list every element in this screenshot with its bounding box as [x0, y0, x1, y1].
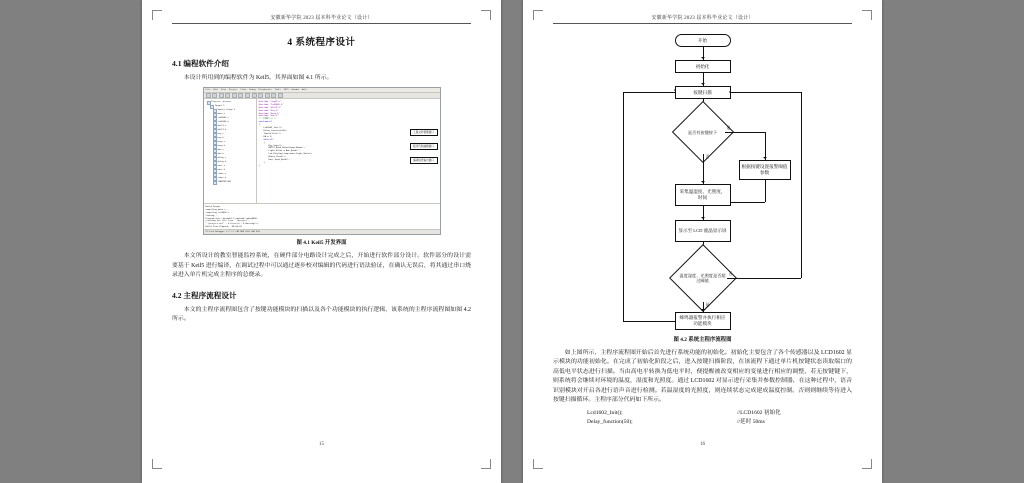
crop-mark [152, 10, 162, 20]
code-line: Light_Value = Adc_Read(); [258, 150, 300, 153]
flow-node-label: 是否有按键按下 [687, 129, 718, 135]
paragraph-4-1: 本设计所用到的编程软件为 Keil5，其界面如图 4.1 所示。 [183, 75, 333, 81]
ide-menu-item: Debug [249, 88, 256, 91]
tree-node-label: Source Group 1 [217, 109, 236, 112]
code-line: { [258, 141, 265, 144]
ide-menu-item: View [221, 88, 226, 91]
page-number-right: 16 [699, 441, 706, 447]
code-line: Timer0_Init(); [258, 132, 282, 135]
ide-menu-item: Tools [274, 88, 281, 91]
code-line: } [258, 164, 260, 167]
crop-mark [862, 10, 872, 20]
toolbar-icon [219, 93, 224, 98]
ide-menu-item: Window [291, 88, 299, 91]
crop-mark [481, 10, 491, 20]
toolbar-icon [265, 93, 270, 98]
flow-branch-label-yes2: 是 [705, 303, 710, 307]
toolbar-icon [278, 93, 283, 98]
callout-editor-window: 程序代码编辑窗口 [410, 143, 438, 150]
flow-arrow [701, 83, 705, 85]
tree-node-label: dht11.c [217, 125, 227, 128]
toolbar-icon [245, 93, 250, 98]
crop-mark [533, 10, 543, 20]
code-comment: //延时 50ms [737, 419, 765, 426]
crop-mark [862, 459, 872, 469]
flow-connector [801, 92, 802, 278]
ide-menu-item: SVCS [283, 88, 289, 91]
code-line: #include "lcd1602.h" [258, 103, 284, 106]
ide-menu-item: Flash [240, 88, 247, 91]
flow-node-key-decision [681, 110, 725, 154]
code-listing-line [553, 418, 852, 427]
code-line: Lcd_Display(temp,humi,Light_Value); [258, 153, 313, 156]
ide-menu-item: Help [301, 88, 307, 91]
code-call: Lcd1602_Init(); [587, 410, 623, 417]
flow-node-label: 温度湿度、光照度是否超过阈值 [679, 273, 726, 283]
flow-connector [765, 132, 766, 160]
toolbar-icon [238, 93, 243, 98]
flow-connector [765, 180, 766, 202]
flow-arrow [729, 90, 731, 94]
ide-statusbar: ST-Link Debugger L:1 C:1 CAP NUM SCRL OVR R/W [204, 229, 440, 234]
flow-node-alarm: 蜂鸣器报警并执行相应功能模块 [675, 312, 731, 330]
ide-code-editor [257, 99, 440, 203]
flow-connector [731, 92, 801, 93]
flow-connector [731, 202, 765, 203]
code-line: DHT11_Read_Data(&temp,&humi); [258, 147, 305, 150]
crop-mark [152, 459, 162, 469]
code-line: while(1) [258, 138, 274, 141]
output-line: creating hex file from ".\project"... [205, 220, 252, 223]
output-line: Program Size: data=62.1 xdata=0 code=4836 [205, 217, 257, 220]
tree-node-label: adc.c [217, 149, 224, 152]
code-line: Delay_function(50); [258, 129, 288, 132]
running-head: 安徽新华学院 2023 届本科毕业论文（设计） [553, 14, 852, 24]
tree-node-label: delay.c [217, 157, 227, 160]
output-line: linking... [205, 214, 219, 217]
page-number-left: 15 [318, 441, 325, 447]
code-line: Uart_Send_Data(); [258, 159, 290, 162]
code-comment: //LCD1602 初始化 [737, 410, 781, 417]
output-line: compiling main.c... [205, 208, 230, 211]
flow-branch-label-yes: 是 [726, 126, 731, 130]
tree-node-label: uart.c [217, 165, 226, 168]
toolbar-icon [271, 93, 276, 98]
tree-node-label: beep.h [217, 145, 226, 148]
tree-node-label: Target 1 [214, 105, 225, 108]
figure-keil-ide [203, 87, 441, 235]
flow-arrow [701, 181, 705, 183]
flow-connector [725, 132, 765, 133]
page-title: 4 系统程序设计 [287, 38, 356, 48]
code-call: Delay_function(50); [587, 419, 633, 426]
tree-node-label: key.c [217, 133, 224, 136]
flow-node-collect: 采集温湿度、光照度、时间 [675, 184, 731, 206]
ide-menu-item: Project [228, 88, 238, 91]
flow-node-display: 显示至 LCD 液晶显示屏 [675, 220, 731, 242]
tree-node-label: main.c [217, 113, 226, 116]
tree-node-label: dht11.h [217, 129, 227, 132]
code-line: Lcd1602_Init(); [258, 127, 283, 130]
tree-node-label: timer.h [217, 177, 227, 180]
flow-connector [623, 321, 675, 322]
paragraph-after-figure: 本文所设计的教室智能监控系统，在硬件部分电路设计完成之后，开始进行软件部分设计。软件部分的设计需要基于 Keil5 进行编译，在调试过程中可以通过逐步校对编辑的代码进行语法验证，在确认无误后，将其通过串口烧录进入单片机完成主程序的总烧录。 [172, 253, 471, 279]
tree-node-label: STARTUP.A51 [217, 181, 232, 184]
flow-node-keyscan: 按键扫描 [675, 86, 731, 99]
code-line: Alarm_Check(); [258, 156, 287, 159]
figure-caption-4-2: 图 4.2 系统主程序流程图 [673, 337, 732, 343]
subsection-heading-4-1: 4.1 编程软件介绍 [172, 59, 229, 68]
ide-project-tree [204, 99, 257, 203]
code-line: } [258, 161, 265, 164]
callout-output-window: 编译信息输出窗口 [410, 157, 438, 164]
tree-node-label: key.h [217, 137, 224, 140]
code-line: void main() [258, 121, 273, 124]
tree-node-label: beep.c [217, 141, 226, 144]
flow-arrow [701, 217, 705, 219]
code-line: EA = 1; [258, 135, 273, 138]
flow-connector [727, 278, 801, 279]
tree-node-label: lcd1602.h [217, 121, 229, 124]
crop-mark [481, 459, 491, 469]
toolbar-icon [258, 93, 263, 98]
ide-build-output [204, 203, 440, 229]
flow-node-init: 初始化 [675, 60, 731, 73]
toolbar-icon [252, 93, 257, 98]
flow-arrow [674, 88, 676, 92]
ide-menu-item: Peripherals [258, 88, 272, 91]
flow-arrow [763, 157, 767, 159]
crop-mark [533, 459, 543, 469]
code-listing [553, 409, 852, 427]
tree-node-label: Project: project [211, 101, 232, 104]
flow-arrow [701, 57, 705, 59]
code-line: #include "key.h" [258, 109, 279, 112]
tree-node-label: timer.c [217, 173, 227, 176]
paragraph-flow-description: 如上图所示，主程序流程图开始后首先进行系统功能的初始化。初始化主要包含了各个传感器以及 LCD1602 显示模块的功能初始化。在完成了初始化阶段之后，进入按键扫描阶段，在该流程下通过单片机按键状态读取端口的高低电平状态进行扫描。当由高电平转换为低电平时，便提醒被改变相应的变量进行相应的调整，若无按键键下，则系统将会继续对环境的温度，湿度和光照度。通过 LCD1602 对显示进行采集并参数控制器，在这种过程中，语音识别模块对开启各进行语声音进行检测。若温湿度的光照度，则连续状态完成建成温度控制。否则则继续等待进入按键扫描循环。主程序部分代码如下所示。 [553, 350, 852, 404]
ide-menu-item: File [205, 88, 211, 91]
tree-node-label: delay.h [217, 161, 227, 164]
code-listing-line [553, 409, 852, 418]
figure-caption-4-1: 图 4.1 Keil5 开发界面 [296, 240, 347, 247]
figure-flowchart [583, 32, 823, 332]
code-line: Key_Scan(); [258, 144, 283, 147]
tree-node-label: uart.h [217, 169, 226, 172]
code-line: #include "beep.h" [258, 112, 280, 115]
ide-menu-item: Edit [213, 88, 219, 91]
output-line: ".\project.axf" - 0 Error(s), 0 Warning(s). [205, 223, 260, 226]
tree-node [205, 181, 255, 185]
code-line: #include "reg52.h" [258, 100, 282, 103]
flow-branch-label-no2: 否 [728, 272, 733, 276]
subsection-heading-4-2: 4.2 主程序流程设计 [172, 290, 237, 300]
flow-node-start: 开始 [675, 34, 731, 47]
flow-node-threshold-decision [679, 254, 727, 302]
callout-project-window: 工程文件管理窗口 [410, 129, 438, 136]
code-line: /* 主函数入口 */ [258, 118, 277, 121]
toolbar-icon [212, 93, 217, 98]
tree-node-label: adc.h [217, 153, 224, 156]
code-line: #include "dht11.h" [258, 106, 282, 109]
toolbar-icon [206, 93, 211, 98]
output-line: Build Time Elapsed: 00:00:02 [205, 226, 242, 229]
flow-connector [623, 92, 624, 321]
tree-node-label: lcd1602.c [217, 117, 229, 120]
paragraph-4-2: 本文的主程序流程图包含了按键功能模块的扫描以及各个功能模块的执行逻辑，该系统的主程序流程图如图 4.2 所示。 [172, 306, 471, 323]
flow-arrow [701, 309, 705, 311]
running-head: 安徽新华学院 2023 届本科毕业论文（设计） [172, 14, 471, 24]
flow-node-set-threshold: 根据按键设置报警阈值参数 [739, 160, 791, 180]
output-line: Build Output [205, 205, 221, 208]
flow-branch-label-no: 否 [705, 155, 710, 159]
flow-connector [623, 92, 675, 93]
flow-connector [703, 154, 704, 184]
code-line: #include "adc.h" [258, 115, 279, 118]
toolbar-icon [225, 93, 230, 98]
output-line: compiling lcd1602.c... [205, 211, 234, 214]
page-left [142, 0, 501, 483]
page-right [523, 0, 882, 483]
toolbar-icon [232, 93, 237, 98]
file-icon [213, 181, 217, 185]
code-line: { [258, 124, 260, 127]
